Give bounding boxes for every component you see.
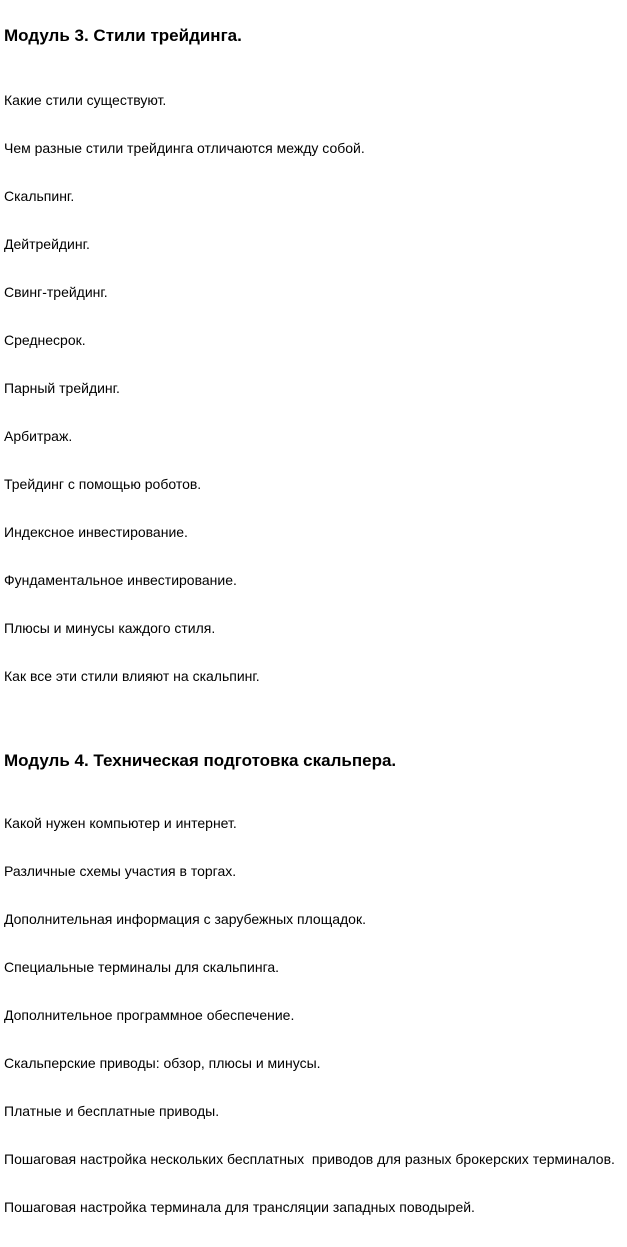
topic-line: Специальные терминалы для скальпинга. <box>4 959 280 975</box>
course-program-page <box>0 26 627 1215</box>
module-3-section <box>4 26 627 716</box>
module-3-topic-list <box>4 60 627 716</box>
topic-line: Пошаговая настройка нескольких бесплатных приводов для разных брокерских терминалов. <box>4 1151 615 1167</box>
topic-line: Скальпинг. <box>4 188 75 204</box>
topic-line: Скальперские приводы: обзор, плюсы и минусы. <box>4 1055 321 1071</box>
topic-line: Трейдинг с помощью роботов. <box>4 476 202 492</box>
module-4-heading: Модуль 4. Техническая подготовка скальпера. <box>4 751 397 770</box>
topic-line: Дополнительное программное обеспечение. <box>4 1007 295 1023</box>
topic-line: Платные и бесплатные приводы. <box>4 1103 220 1119</box>
topic-line: Различные схемы участия в торгах. <box>4 863 237 879</box>
topic-line: Фундаментальное инвестирование. <box>4 572 237 588</box>
module-4-topic-list <box>4 783 627 1247</box>
topic-line: Индексное инвестирование. <box>4 524 188 540</box>
topic-line: Дополнительная информация с зарубежных площадок. <box>4 911 366 927</box>
topic-line: Пошаговая настройка терминала для трансляции западных поводырей. <box>4 1199 475 1215</box>
topic-line: Среднесрок. <box>4 332 86 348</box>
module-4-section <box>4 751 627 1247</box>
topic-line: Чем разные стили трейдинга отличаются между собой. <box>4 140 365 156</box>
module-3-heading: Модуль 3. Стили трейдинга. <box>4 26 242 45</box>
topic-line: Арбитраж. <box>4 428 73 444</box>
topic-line: Свинг-трейдинг. <box>4 284 108 300</box>
topic-line: Плюсы и минусы каждого стиля. <box>4 620 216 636</box>
topic-line: Дейтрейдинг. <box>4 236 90 252</box>
topic-line: Какой нужен компьютер и интернет. <box>4 815 237 831</box>
topic-line: Как все эти стили влияют на скальпинг. <box>4 668 260 684</box>
topic-line: Какие стили существуют. <box>4 92 167 108</box>
topic-line: Парный трейдинг. <box>4 380 120 396</box>
